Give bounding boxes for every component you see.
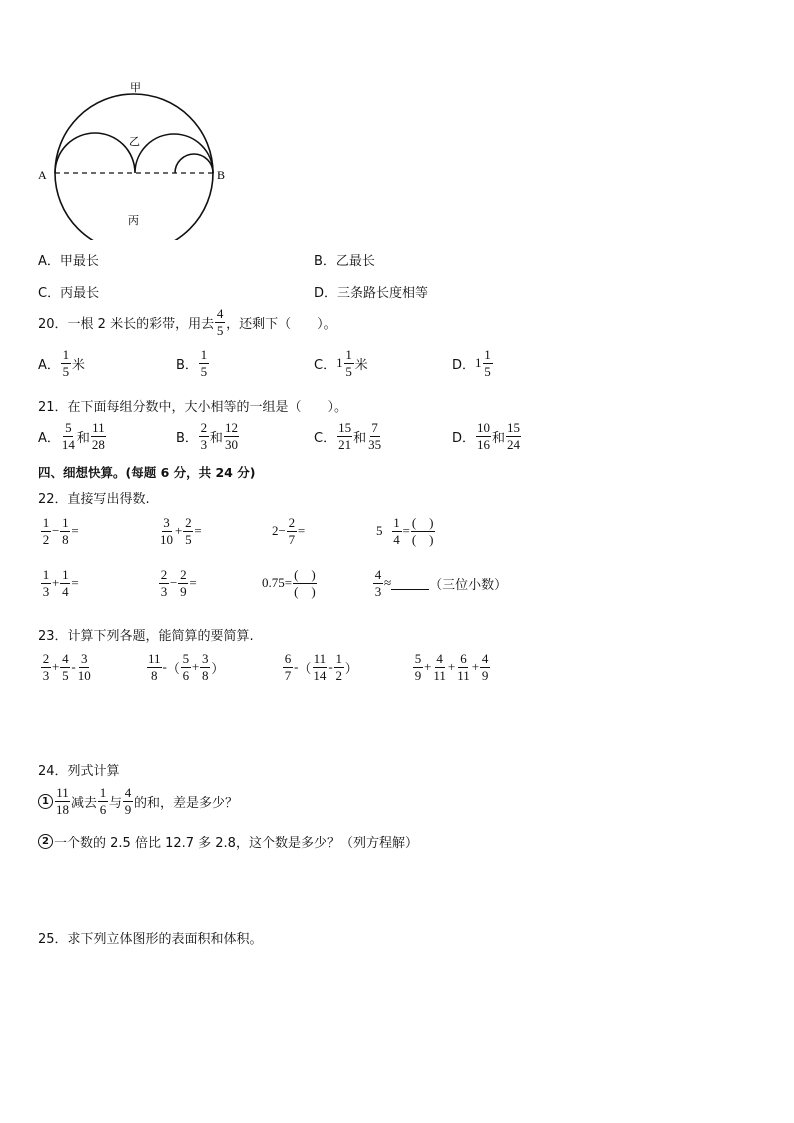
q23-expr-4: $\frac{5}{9}$ + $\frac{4}{11}$ + $\frac{6}{11}$ + $\frac{4}{9}$ bbox=[414, 651, 489, 683]
q23-title: 23．计算下列各题，能简算的要简算. bbox=[38, 629, 254, 644]
circled-number-2-icon: 2 bbox=[38, 834, 53, 849]
answer-blank[interactable] bbox=[391, 577, 429, 590]
fraction: $\frac{1}{5}$ bbox=[484, 347, 491, 379]
q22-expr-4: 5 $\frac{1}{4}$ = $\frac{( )}{( )}$ bbox=[376, 515, 434, 547]
q20-option-c[interactable]: C． 1 $\frac{1}{5}$ 米 bbox=[314, 347, 368, 379]
q23-expr-1: $\frac{2}{3}$ + $\frac{4}{5}$ - $\frac{3}{10}$ bbox=[42, 651, 91, 683]
fraction: $\frac{15}{21}$ bbox=[338, 420, 352, 452]
fraction: $\frac{10}{16}$ bbox=[477, 420, 491, 452]
fraction: $\frac{15}{24}$ bbox=[507, 420, 521, 452]
q21-stem: 21．在下面每组分数中，大小相等的一组是（ ）。 bbox=[38, 400, 348, 415]
q21-option-c[interactable]: C． $\frac{15}{21}$ 和 $\frac{7}{35}$ bbox=[314, 420, 382, 452]
q19-option-a[interactable]: A．甲最长 bbox=[38, 254, 99, 269]
fraction: $\frac{1}{5}$ bbox=[345, 347, 352, 379]
q24-title: 24．列式计算 bbox=[38, 764, 120, 779]
circled-number-1-icon: 1 bbox=[38, 794, 53, 809]
label-b: B bbox=[217, 168, 226, 182]
label-bing: 丙 bbox=[128, 214, 139, 227]
q22-expr-1: $\frac{1}{2}$ − $\frac{1}{8}$ = bbox=[42, 515, 79, 547]
q22-expr-5: $\frac{1}{3}$ + $\frac{1}{4}$ = bbox=[42, 567, 79, 599]
q19-option-b[interactable]: B．乙最长 bbox=[314, 254, 375, 269]
section-4-title: 四、细想快算。(每题 6 分，共 24 分) bbox=[38, 465, 256, 480]
fraction: $\frac{12}{30}$ bbox=[224, 420, 238, 452]
q22-expr-8: $\frac{4}{3}$ ≈ （三位小数） bbox=[374, 567, 508, 599]
q20-option-d[interactable]: D． 1 $\frac{1}{5}$ bbox=[452, 347, 491, 379]
fraction: $\frac{7}{35}$ bbox=[368, 420, 382, 452]
q20-option-b[interactable]: B． $\frac{1}{5}$ bbox=[176, 347, 208, 379]
fraction: $\frac{11}{28}$ bbox=[91, 420, 105, 452]
q19-option-c[interactable]: C．丙最长 bbox=[38, 286, 100, 301]
label-yi: 乙 bbox=[129, 135, 140, 148]
q22-title: 22．直接写出得数. bbox=[38, 492, 150, 507]
fraction: $\frac{4}{5}$ bbox=[216, 306, 224, 338]
q24-part-2: 2 一个数的 2.5 倍比 12.7 多 2.8，这个数是多少？（列方程解） bbox=[38, 832, 418, 851]
q22-expr-3: 2 − $\frac{2}{7}$ = bbox=[272, 515, 306, 547]
label-jia: 甲 bbox=[130, 81, 141, 94]
q20-stem bbox=[38, 307, 337, 337]
q21-option-d[interactable]: D． $\frac{10}{16}$ 和 $\frac{15}{24}$ bbox=[452, 420, 521, 452]
path-diagram bbox=[30, 72, 240, 240]
label-a: A bbox=[38, 168, 47, 182]
fraction: $\frac{2}{3}$ bbox=[200, 420, 208, 452]
q22-expr-7: 0.75= $\frac{( )}{( )}$ bbox=[262, 567, 316, 599]
fraction: $\frac{1}{5}$ bbox=[62, 347, 70, 379]
answer-blank-fraction[interactable]: $\frac{( )}{( )}$ bbox=[294, 567, 316, 599]
q19-option-d[interactable]: D．三条路长度相等 bbox=[314, 286, 429, 301]
q21-option-a[interactable]: A． $\frac{5}{14}$ 和 $\frac{11}{28}$ bbox=[38, 420, 105, 452]
path-bing-notch bbox=[175, 154, 213, 173]
answer-blank-fraction[interactable]: $\frac{( )}{( )}$ bbox=[411, 515, 434, 547]
q20-option-a[interactable]: A． $\frac{1}{5}$ 米 bbox=[38, 347, 85, 379]
q20-prefix: 20．一根 2 米长的彩带，用去 bbox=[38, 316, 215, 332]
q23-expr-2: $\frac{11}{8}$ - （ $\frac{5}{6}$ + $\frac{3}{8}$ ） bbox=[148, 651, 225, 683]
q22-expr-2: $\frac{3}{10}$ + $\frac{2}{5}$ = bbox=[160, 515, 202, 547]
q22-expr-6: $\frac{2}{3}$ − $\frac{2}{9}$ = bbox=[160, 567, 197, 599]
q21-option-b[interactable]: B． $\frac{2}{3}$ 和 $\frac{12}{30}$ bbox=[176, 420, 238, 452]
q24-part-1: 1 $\frac{11}{18}$ 减去 $\frac{1}{6}$ 与 $\frac{4}{9}$ 的和，差是多少？ bbox=[38, 786, 238, 816]
q23-expr-3: $\frac{6}{7}$ - （ $\frac{11}{14}$ - $\frac{1}{2}$ ） bbox=[284, 651, 358, 683]
q25-title: 25．求下列立体图形的表面积和体积。 bbox=[38, 932, 263, 947]
q20-suffix: ，还剩下（ ）。 bbox=[226, 316, 337, 332]
fraction: $\frac{5}{14}$ bbox=[61, 420, 75, 452]
fraction: $\frac{1}{5}$ bbox=[200, 347, 208, 379]
